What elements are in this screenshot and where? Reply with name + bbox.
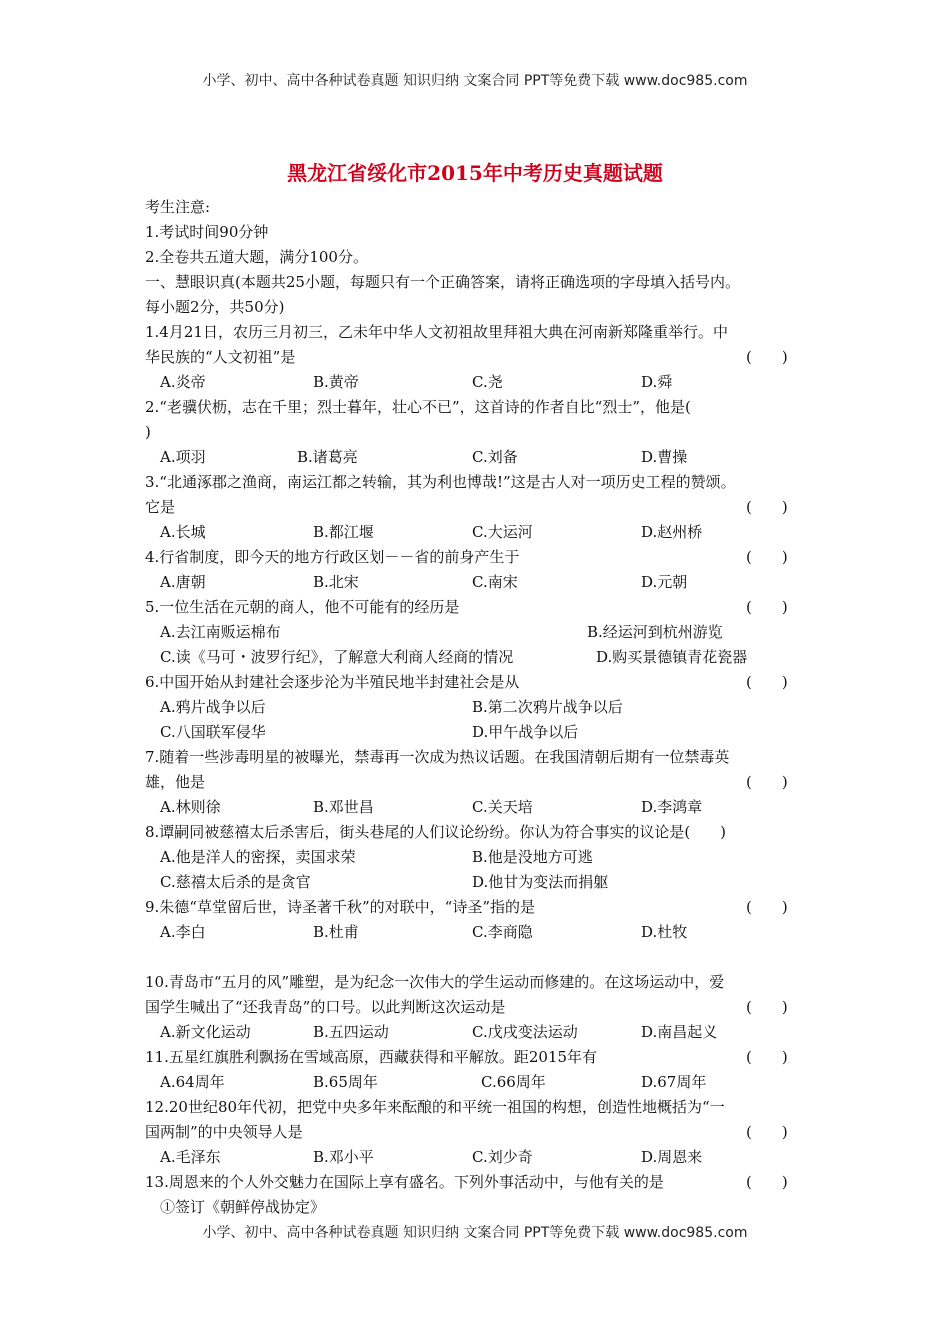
section-heading: 一、慧眼识真(本题共25小题，每题只有一个正确答案，请将正确选项的字母填入括号内。 (145, 273, 740, 291)
option: A.李白 (160, 923, 206, 941)
option: D.他甘为变法而捐躯 (472, 873, 609, 891)
option: B.他是没地方可逃 (472, 848, 593, 866)
option: D.甲午战争以后 (472, 723, 579, 741)
answer-bracket: ( ) (746, 673, 788, 691)
option: C.关天培 (472, 798, 533, 816)
option: C.南宋 (472, 573, 518, 591)
notice-line: 1.考试时间90分钟 (145, 223, 269, 241)
question-text: 10.青岛市“五月的风”雕塑，是为纪念一次伟大的学生运动而修建的。在这场运动中，爱 (145, 973, 725, 991)
option: A.炎帝 (160, 373, 206, 391)
question-text: 4.行省制度，即今天的地方行政区划－－省的前身产生于 (145, 548, 520, 566)
question-text: 6.中国开始从封建社会逐步沦为半殖民地半封建社会是从 (145, 673, 520, 691)
question-text: 华民族的“人文初祖”是 (145, 348, 296, 366)
question-text: 雄，他是 (145, 773, 206, 791)
option: B.都江堰 (313, 523, 374, 541)
option: B.邓小平 (313, 1148, 374, 1166)
option: B.五四运动 (313, 1023, 389, 1041)
option: D.赵州桥 (641, 523, 703, 541)
option: A.新文化运动 (160, 1023, 251, 1041)
question-text: 8.谭嗣同被慈禧太后杀害后，街头巷尾的人们议论纷纷。你认为符合事实的议论是( ) (145, 823, 727, 841)
answer-bracket: ( ) (746, 1048, 788, 1066)
question-text: 1.4月21日，农历三月初三，乙未年中华人文初祖故里拜祖大典在河南新郑隆重举行。中 (145, 323, 728, 341)
option: A.唐朝 (160, 573, 206, 591)
option: D.南昌起义 (641, 1023, 718, 1041)
option: A.64周年 (160, 1073, 225, 1091)
section-heading: 每小题2分，共50分) (145, 298, 285, 316)
question-text: 国两制”的中央领导人是 (145, 1123, 303, 1141)
page-footer: 小学、初中、高中各种试卷真题 知识归纳 文案合同 PPT等免费下载 www.doc985.com (202, 1225, 748, 1241)
option: A.林则徐 (160, 798, 221, 816)
answer-bracket: ( ) (746, 1123, 788, 1141)
option: B.第二次鸦片战争以后 (472, 698, 623, 716)
option: C.尧 (472, 373, 503, 391)
option: A.他是洋人的密探，卖国求荣 (160, 848, 356, 866)
option: C.八国联军侵华 (160, 723, 266, 741)
option: D.元朝 (641, 573, 688, 591)
answer-bracket: ( ) (746, 773, 788, 791)
option: D.曹操 (641, 448, 688, 466)
option: D.李鸿章 (641, 798, 703, 816)
option: B.经运河到杭州游览 (587, 623, 723, 641)
question-text: 13.周恩来的个人外交魅力在国际上享有盛名。下列外事活动中，与他有关的是 (145, 1173, 664, 1191)
answer-bracket: ( ) (746, 498, 788, 516)
option: C.66周年 (481, 1073, 546, 1091)
option: C.刘少奇 (472, 1148, 533, 1166)
option: B.65周年 (313, 1073, 378, 1091)
option: C.李商隐 (472, 923, 533, 941)
question-text: 它是 (145, 498, 176, 516)
answer-bracket: ( ) (746, 998, 788, 1016)
option: B.诸葛亮 (297, 448, 358, 466)
option: B.杜甫 (313, 923, 359, 941)
option: B.北宋 (313, 573, 359, 591)
question-text: 2.“老骥伏枥，志在千里；烈士暮年，壮心不已”，这首诗的作者自比“烈士”，他是( (145, 398, 691, 416)
question-text: 国学生喊出了“还我青岛”的口号。以此判断这次运动是 (145, 998, 506, 1016)
answer-bracket: ( ) (746, 348, 788, 366)
answer-bracket: ( ) (746, 598, 788, 616)
answer-bracket: ( ) (746, 898, 788, 916)
option: A.毛泽东 (160, 1148, 221, 1166)
option: A.去江南贩运棉布 (160, 623, 281, 641)
option: B.黄帝 (313, 373, 359, 391)
option: C.读《马可・波罗行纪》，了解意大利商人经商的情况 (160, 648, 514, 666)
question-text: 12.20世纪80年代初，把党中央多年来酝酿的和平统一祖国的构想，创造性地概括为“一 (145, 1098, 725, 1116)
answer-bracket: ( ) (746, 548, 788, 566)
notice-heading: 考生注意: (145, 198, 211, 216)
exam-title: 黑龙江省绥化市2015年中考历史真题试题 (287, 161, 663, 185)
option: C.慈禧太后杀的是贪官 (160, 873, 311, 891)
option: D.杜牧 (641, 923, 688, 941)
option: A.项羽 (160, 448, 206, 466)
option: B.邓世昌 (313, 798, 374, 816)
question-text: 7.随着一些涉毒明星的被曝光，禁毒再一次成为热议话题。在我国清朝后期有一位禁毒英 (145, 748, 730, 766)
question-text: 5.一位生活在元朝的商人，他不可能有的经历是 (145, 598, 460, 616)
option: C.刘备 (472, 448, 518, 466)
option: D.购买景德镇青花瓷器 (596, 648, 748, 666)
notice-line: 2.全卷共五道大题，满分100分。 (145, 248, 368, 266)
option: C.大运河 (472, 523, 533, 541)
option: D.67周年 (641, 1073, 707, 1091)
question-subitem: ①签订《朝鲜停战协定》 (160, 1198, 326, 1216)
question-text: 3.“北通涿郡之渔商，南运江都之转输，其为利也博哉!”这是古人对一项历史工程的赞颂。 (145, 473, 736, 491)
option: A.鸦片战争以后 (160, 698, 266, 716)
option: D.舜 (641, 373, 673, 391)
answer-bracket: ( ) (746, 1173, 788, 1191)
option: C.戊戌变法运动 (472, 1023, 578, 1041)
question-text: 9.朱德“草堂留后世，诗圣著千秋”的对联中，“诗圣”指的是 (145, 898, 535, 916)
question-text: 11.五星红旗胜利飘扬在雪域高原，西藏获得和平解放。距2015年有 (145, 1048, 598, 1066)
option: D.周恩来 (641, 1148, 703, 1166)
page-header: 小学、初中、高中各种试卷真题 知识归纳 文案合同 PPT等免费下载 www.doc985.com (202, 73, 748, 89)
question-text: ) (145, 423, 151, 441)
option: A.长城 (160, 523, 206, 541)
